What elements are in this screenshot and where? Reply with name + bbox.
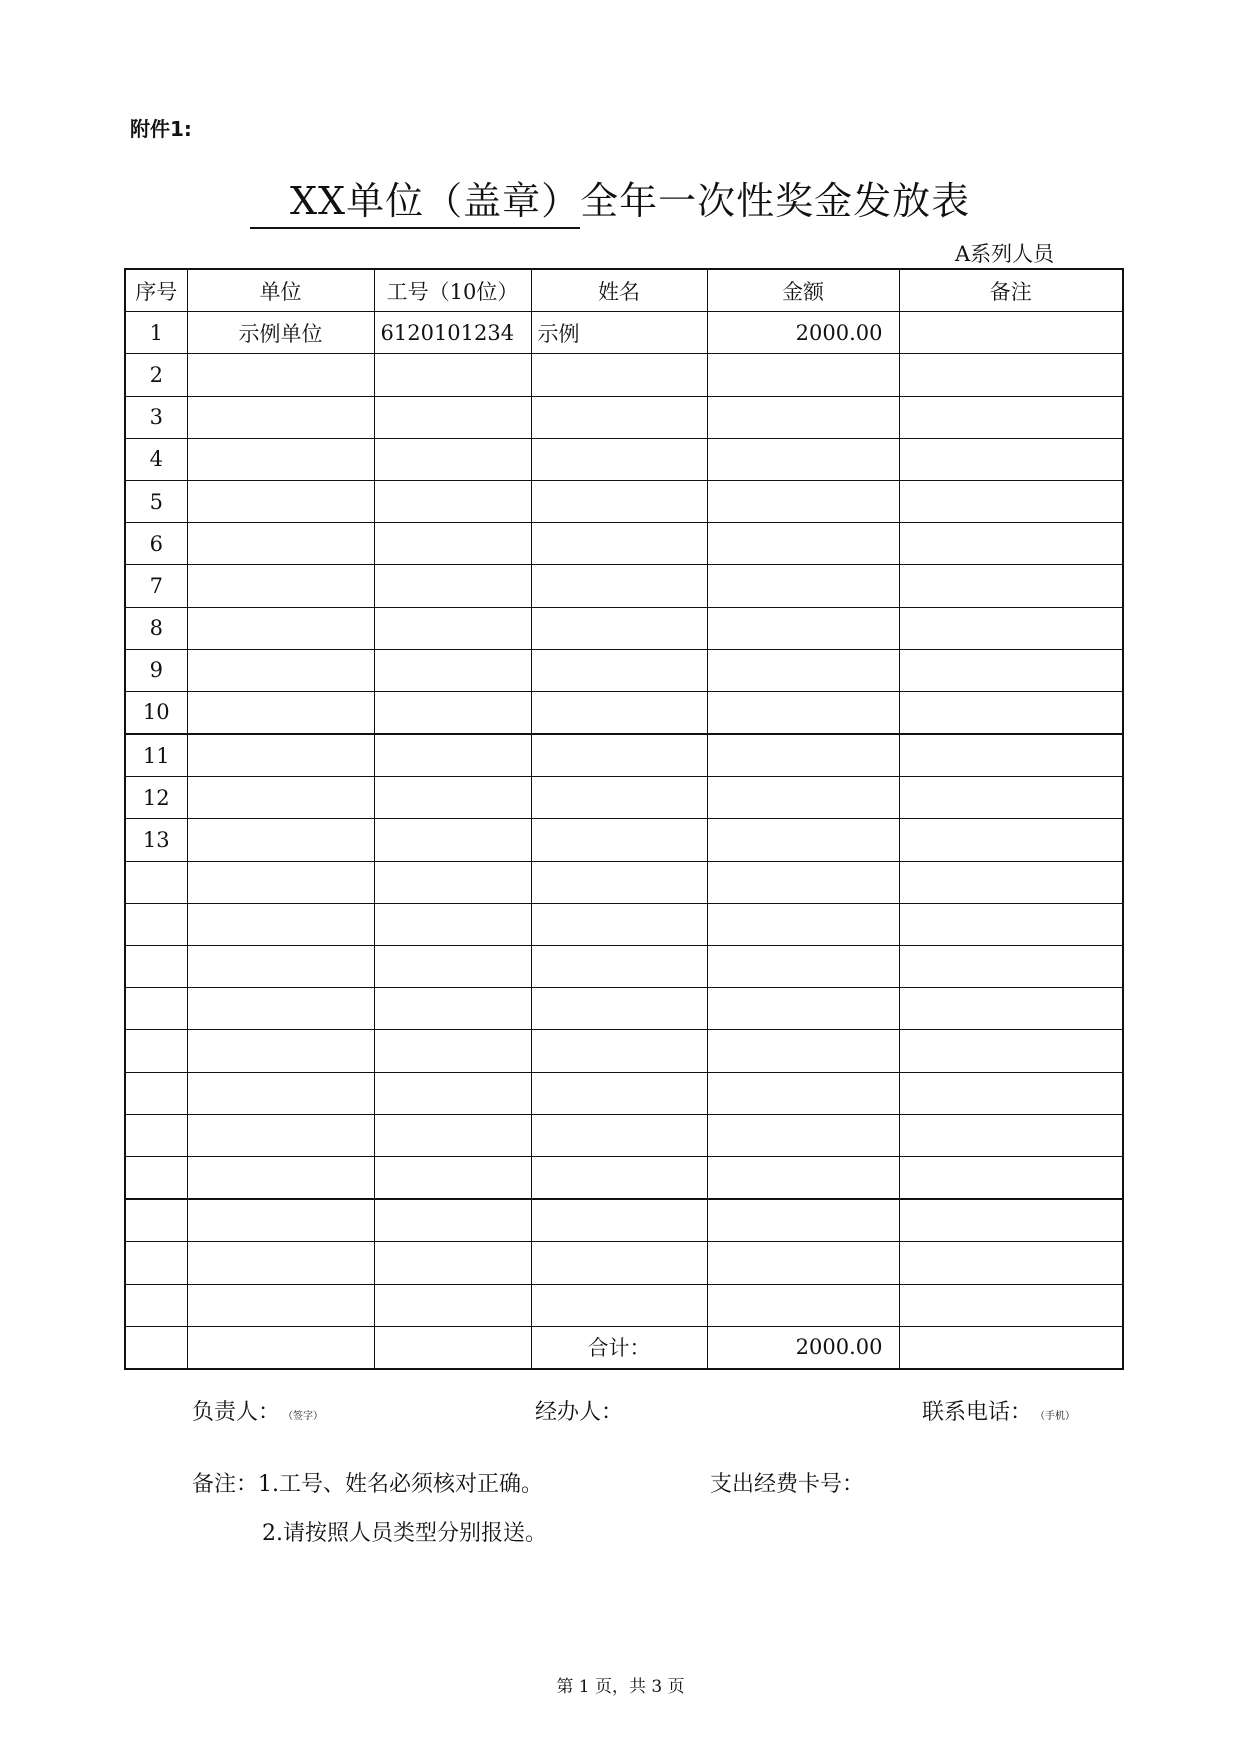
table-cell[interactable] xyxy=(707,946,899,988)
table-cell[interactable] xyxy=(187,1030,374,1072)
column-header: 工号（10位） xyxy=(374,269,531,312)
bonus-table xyxy=(124,268,1124,1370)
responsible-hint: （签字） xyxy=(288,1411,324,1422)
table-cell[interactable] xyxy=(187,903,374,945)
table-cell[interactable] xyxy=(707,438,899,480)
table-row xyxy=(125,312,1123,354)
table-cell[interactable] xyxy=(374,565,531,607)
table-cell[interactable] xyxy=(899,1114,1123,1156)
table-cell[interactable] xyxy=(707,1072,899,1114)
table-cell xyxy=(125,1326,187,1369)
table-cell[interactable] xyxy=(374,354,531,396)
table-cell[interactable] xyxy=(707,1114,899,1156)
table-cell[interactable] xyxy=(899,396,1123,438)
table-cell[interactable] xyxy=(125,1284,187,1326)
table-cell[interactable] xyxy=(531,607,707,649)
table-cell[interactable] xyxy=(374,1284,531,1326)
table-row xyxy=(125,1242,1123,1284)
table-cell[interactable] xyxy=(187,691,374,734)
table-cell[interactable] xyxy=(374,523,531,565)
expense-card-label: 支出经费卡号： xyxy=(710,1472,865,1497)
table-cell[interactable]: 2000.00 xyxy=(707,312,899,354)
table-cell[interactable] xyxy=(707,354,899,396)
table-cell[interactable] xyxy=(899,777,1123,819)
total-row xyxy=(125,1326,1123,1369)
table-row xyxy=(125,607,1123,649)
table-cell[interactable] xyxy=(374,480,531,522)
table-cell[interactable] xyxy=(187,988,374,1030)
table-cell[interactable] xyxy=(374,903,531,945)
table-cell[interactable] xyxy=(374,1199,531,1242)
table-cell[interactable] xyxy=(187,777,374,819)
table-cell[interactable] xyxy=(899,691,1123,734)
table-row xyxy=(125,1199,1123,1242)
table-cell[interactable] xyxy=(899,354,1123,396)
table-cell[interactable] xyxy=(707,565,899,607)
table-cell[interactable]: 12 xyxy=(125,777,187,819)
table-cell[interactable] xyxy=(187,565,374,607)
table-row xyxy=(125,691,1123,734)
table-cell[interactable] xyxy=(707,691,899,734)
table-row xyxy=(125,354,1123,396)
column-header: 单位 xyxy=(187,269,374,312)
table-cell[interactable] xyxy=(899,1030,1123,1072)
table-cell[interactable] xyxy=(187,1072,374,1114)
table-cell[interactable] xyxy=(187,438,374,480)
table-cell[interactable] xyxy=(707,819,899,861)
table-body xyxy=(125,312,1123,1369)
table-cell[interactable] xyxy=(707,607,899,649)
table-cell[interactable]: 3 xyxy=(125,396,187,438)
responsible-signature xyxy=(192,1395,323,1426)
column-header: 序号 xyxy=(125,269,187,312)
table-cell[interactable] xyxy=(187,734,374,777)
table-cell[interactable] xyxy=(187,1114,374,1156)
table-cell[interactable] xyxy=(531,523,707,565)
table-cell[interactable] xyxy=(899,649,1123,691)
table-cell[interactable] xyxy=(531,649,707,691)
table-cell[interactable] xyxy=(899,1242,1123,1284)
table-cell[interactable] xyxy=(374,777,531,819)
table-cell[interactable] xyxy=(707,777,899,819)
table-row xyxy=(125,819,1123,861)
table-cell[interactable] xyxy=(531,861,707,903)
table-cell[interactable] xyxy=(187,1242,374,1284)
table-cell[interactable] xyxy=(899,438,1123,480)
table-cell[interactable] xyxy=(899,903,1123,945)
page-title xyxy=(250,170,970,229)
table-cell[interactable] xyxy=(187,1156,374,1199)
phone-label: 联系电话： xyxy=(922,1400,1033,1425)
table-cell[interactable] xyxy=(707,1030,899,1072)
table-cell[interactable] xyxy=(374,819,531,861)
table-cell[interactable] xyxy=(187,607,374,649)
table-cell[interactable] xyxy=(187,396,374,438)
table-cell[interactable] xyxy=(187,523,374,565)
table-cell[interactable] xyxy=(899,734,1123,777)
table-cell[interactable] xyxy=(125,1199,187,1242)
table-row xyxy=(125,1156,1123,1199)
table-cell[interactable]: 8 xyxy=(125,607,187,649)
table-cell[interactable] xyxy=(187,1199,374,1242)
table-cell[interactable] xyxy=(707,1242,899,1284)
table-cell[interactable] xyxy=(374,988,531,1030)
table-cell[interactable] xyxy=(899,946,1123,988)
table-cell[interactable] xyxy=(125,988,187,1030)
table-cell[interactable] xyxy=(187,861,374,903)
table-header-row xyxy=(125,269,1123,312)
table-cell[interactable] xyxy=(531,438,707,480)
table-row xyxy=(125,734,1123,777)
table-cell[interactable]: 示例单位 xyxy=(187,312,374,354)
table-cell[interactable] xyxy=(187,1284,374,1326)
table-row xyxy=(125,480,1123,522)
note-line-1: 备注：1.工号、姓名必须核对正确。 xyxy=(192,1472,543,1497)
table-cell[interactable] xyxy=(531,691,707,734)
table-cell[interactable] xyxy=(374,691,531,734)
table-cell[interactable] xyxy=(899,607,1123,649)
series-label: A系列人员 xyxy=(955,242,1055,266)
table-row xyxy=(125,777,1123,819)
table-cell[interactable] xyxy=(187,819,374,861)
table-cell[interactable] xyxy=(899,565,1123,607)
handler-label: 经办人： xyxy=(535,1400,624,1425)
table-cell[interactable] xyxy=(125,946,187,988)
table-cell[interactable] xyxy=(531,1072,707,1114)
table-cell[interactable] xyxy=(531,988,707,1030)
table-cell[interactable] xyxy=(531,1030,707,1072)
table-cell[interactable] xyxy=(374,734,531,777)
page-footer: 第 1 页，共 3 页 xyxy=(556,1677,685,1697)
table-cell[interactable]: 10 xyxy=(125,691,187,734)
table-cell[interactable] xyxy=(899,480,1123,522)
table-cell[interactable] xyxy=(531,480,707,522)
table-row xyxy=(125,946,1123,988)
table-cell[interactable] xyxy=(531,565,707,607)
phone-hint: （手机） xyxy=(1040,1411,1076,1422)
column-header: 备注 xyxy=(899,269,1123,312)
table-cell[interactable] xyxy=(531,819,707,861)
table-cell[interactable] xyxy=(531,946,707,988)
table-cell[interactable] xyxy=(531,1242,707,1284)
attachment-label: 附件1: xyxy=(130,117,192,141)
table-cell[interactable] xyxy=(187,946,374,988)
table-row xyxy=(125,1072,1123,1114)
table-cell[interactable] xyxy=(531,354,707,396)
table-cell[interactable] xyxy=(125,861,187,903)
table-cell[interactable] xyxy=(125,1242,187,1284)
table-cell[interactable] xyxy=(899,1072,1123,1114)
table-cell xyxy=(374,1326,531,1369)
table-cell[interactable] xyxy=(125,903,187,945)
table-cell[interactable] xyxy=(125,1114,187,1156)
table-cell xyxy=(899,1326,1123,1369)
table-cell[interactable] xyxy=(531,1114,707,1156)
table-cell[interactable] xyxy=(531,903,707,945)
phone-field xyxy=(922,1395,1075,1426)
table-cell[interactable]: 13 xyxy=(125,819,187,861)
table-row xyxy=(125,396,1123,438)
table-row xyxy=(125,1030,1123,1072)
table-cell[interactable]: 11 xyxy=(125,734,187,777)
table-cell[interactable] xyxy=(707,988,899,1030)
table-cell[interactable] xyxy=(125,1156,187,1199)
column-header: 金额 xyxy=(707,269,899,312)
table-cell[interactable] xyxy=(374,438,531,480)
table-cell[interactable]: 4 xyxy=(125,438,187,480)
table-cell[interactable] xyxy=(125,1072,187,1114)
table-cell[interactable]: 示例 xyxy=(531,312,707,354)
table-row xyxy=(125,988,1123,1030)
column-header: 姓名 xyxy=(531,269,707,312)
table-cell[interactable] xyxy=(707,1199,899,1242)
table-row xyxy=(125,649,1123,691)
handler-signature xyxy=(535,1395,623,1426)
table-row xyxy=(125,1284,1123,1326)
table-cell[interactable] xyxy=(899,312,1123,354)
table-cell[interactable] xyxy=(531,1284,707,1326)
table-cell[interactable]: 6 xyxy=(125,523,187,565)
table-cell[interactable] xyxy=(531,1156,707,1199)
table-row xyxy=(125,861,1123,903)
responsible-label: 负责人： xyxy=(192,1400,281,1425)
note-line-2: 2.请按照人员类型分别报送。 xyxy=(262,1521,547,1546)
table-cell[interactable] xyxy=(531,777,707,819)
table-cell[interactable] xyxy=(374,1114,531,1156)
table-cell[interactable] xyxy=(374,396,531,438)
table-cell[interactable] xyxy=(187,649,374,691)
table-cell[interactable]: 5 xyxy=(125,480,187,522)
table-cell[interactable] xyxy=(899,819,1123,861)
table-cell xyxy=(187,1326,374,1369)
total-value: 2000.00 xyxy=(707,1326,899,1369)
table-cell[interactable]: 2 xyxy=(125,354,187,396)
table-cell[interactable] xyxy=(374,1156,531,1199)
table-cell[interactable] xyxy=(374,607,531,649)
table-cell[interactable]: 7 xyxy=(125,565,187,607)
title-text: 全年一次性奖金发放表 xyxy=(580,179,971,223)
table-cell[interactable] xyxy=(899,988,1123,1030)
table-cell[interactable] xyxy=(707,1284,899,1326)
table-cell[interactable] xyxy=(899,861,1123,903)
table-row xyxy=(125,1114,1123,1156)
table-cell[interactable]: 9 xyxy=(125,649,187,691)
table-cell[interactable] xyxy=(531,734,707,777)
table-row xyxy=(125,903,1123,945)
table-cell[interactable] xyxy=(531,396,707,438)
table-cell[interactable] xyxy=(187,480,374,522)
table-cell[interactable] xyxy=(899,1284,1123,1326)
table-cell[interactable]: 6120101234 xyxy=(374,312,531,354)
table-cell[interactable] xyxy=(374,649,531,691)
table-cell[interactable] xyxy=(125,1030,187,1072)
table-cell[interactable] xyxy=(899,1199,1123,1242)
table-cell[interactable] xyxy=(707,734,899,777)
table-row xyxy=(125,523,1123,565)
table-cell[interactable] xyxy=(374,1072,531,1114)
title-unit-blank: XX单位（盖章） xyxy=(250,170,580,229)
table-cell[interactable] xyxy=(707,480,899,522)
table-cell[interactable] xyxy=(707,903,899,945)
table-cell[interactable] xyxy=(707,1156,899,1199)
table-row xyxy=(125,565,1123,607)
table-cell[interactable]: 1 xyxy=(125,312,187,354)
table-cell[interactable] xyxy=(899,1156,1123,1199)
table-row xyxy=(125,438,1123,480)
table-cell[interactable] xyxy=(187,354,374,396)
table-cell[interactable] xyxy=(374,1242,531,1284)
table-cell[interactable] xyxy=(531,1199,707,1242)
table-cell[interactable] xyxy=(707,861,899,903)
table-cell[interactable] xyxy=(707,523,899,565)
total-label: 合计： xyxy=(531,1326,707,1369)
table-cell[interactable] xyxy=(707,396,899,438)
table-cell[interactable] xyxy=(707,649,899,691)
table-cell[interactable] xyxy=(899,523,1123,565)
table-cell[interactable] xyxy=(374,946,531,988)
table-cell[interactable] xyxy=(374,1030,531,1072)
table-cell[interactable] xyxy=(374,861,531,903)
